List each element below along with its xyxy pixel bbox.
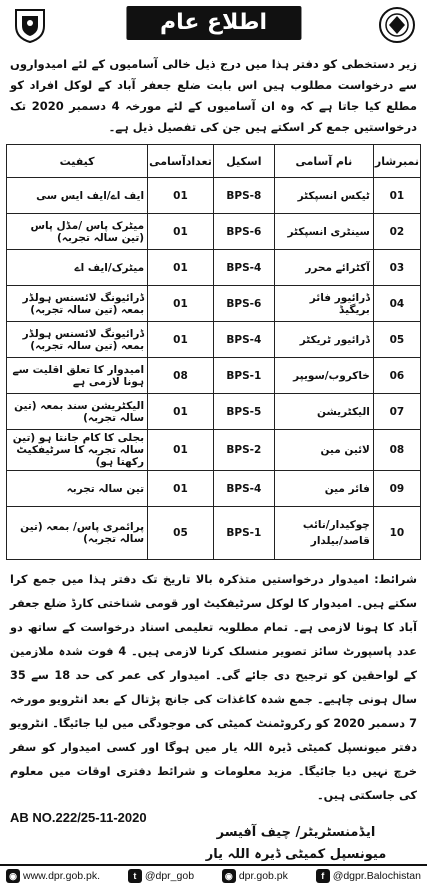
remarks-cell: ڈرائیونگ لائسنس ہولڈر بمعہ (تین سالہ تجربہ) [7,286,148,322]
remarks-cell: امیدوار کا تعلق اقلیت سے ہونا لازمی ہے [7,358,148,394]
remarks-cell: پرائمری پاس/ بمعہ (تین سالہ تجربہ) [7,507,148,560]
serial-cell: 01 [373,178,420,214]
count-cell: 08 [148,358,214,394]
count-cell: 01 [148,394,214,430]
globe-icon: ◉ [222,869,236,883]
serial-cell: 08 [373,430,420,471]
post-cell: لائین مین [274,430,373,471]
scale-cell: BPS-8 [213,178,274,214]
remarks-cell: میٹرک پاس /مڈل پاس (تین سالہ تجربہ) [7,214,148,250]
post-cell: سینٹری انسپکٹر [274,214,373,250]
footer [0,864,427,886]
scale-cell: BPS-4 [213,471,274,507]
table-row [7,286,421,322]
twitter-icon: t [128,869,142,883]
remarks-cell: بجلی کا کام جانتا ہو (تین سالہ تجربہ کا سرٹیفکیٹ رکھتا ہو) [7,430,148,471]
serial-cell: 06 [373,358,420,394]
count-cell: 01 [148,214,214,250]
footer-twitter[interactable] [128,869,194,883]
scale-cell: BPS-1 [213,507,274,560]
footer-website-2[interactable] [222,869,288,883]
scale-cell: BPS-6 [213,214,274,250]
scale-cell: BPS-2 [213,430,274,471]
count-cell: 01 [148,178,214,214]
signature-block [196,822,396,866]
ad-number: AB NO.222/25-11-2020 [10,810,147,825]
column-header-scale: اسکیل [213,145,274,178]
intro-paragraph: زیر دستخطی کو دفتر ہذا میں درج ذیل خالی آسامیوں کے لئے امیدواروں سے درخواست مطلوب ہیں اس بابت ضلع جعفر آباد کے لوکل افراد کو مطلع کیا جاتا ہے کہ وہ ان آسامیوں کے لئے مورخہ 4 دسمبر 2020 تک درخواستیں جمع کر اسکتے ہیں جن کی تفصیل ذیل ہے۔ [10,57,417,134]
table-header-row [7,145,421,178]
post-name: چوکیدار/نائب [302,519,370,531]
table-row [7,507,421,560]
serial-cell: 02 [373,214,420,250]
scale-cell: BPS-4 [213,250,274,286]
footer-facebook[interactable] [316,869,421,883]
facebook-handle: @dgpr.Balochistan [332,870,421,882]
count-cell: 01 [148,322,214,358]
count-cell: 01 [148,430,214,471]
remarks-cell: ایف اے/ایف ایس سی [7,178,148,214]
municipal-seal-logo [377,6,417,44]
website2-text: dpr.gob.pk [238,870,288,882]
table-row [7,214,421,250]
post-cell: آکٹرائے محرر [274,250,373,286]
scale-cell: BPS-1 [213,358,274,394]
government-emblem-logo [10,6,50,44]
post-cell [274,507,373,560]
table-row [7,250,421,286]
serial-cell: 05 [373,322,420,358]
column-header-post: نام آسامی [274,145,373,178]
column-header-serial: نمبرشار [373,145,420,178]
count-cell: 01 [148,471,214,507]
table-row [7,394,421,430]
signatory-title: ایڈمنسٹریٹر/ چیف آفیسر [216,825,376,840]
count-cell: 05 [148,507,214,560]
header [6,4,421,48]
post-cell: خاکروب/سویپر [274,358,373,394]
post-cell: فائر مین [274,471,373,507]
remarks-cell: تین سالہ تجربہ [7,471,148,507]
count-cell: 01 [148,286,214,322]
remarks-cell: میٹرک/ایف اے [7,250,148,286]
count-cell: 01 [148,250,214,286]
post-cell: ڈرائیور فائر بریگیڈ [274,286,373,322]
table-row [7,358,421,394]
post-cell: ٹیکس انسپکٹر [274,178,373,214]
conditions-paragraph: شرائط: امیدوار درخواستیں متذکرہ بالا تاریخ تک دفتر ہذا میں جمع کرا سکتے ہیں۔ امیدوار کا لوکل سرٹیفکیٹ اور قومی شناختی کارڈ ضلع جعفر آباد کا ہونا لازمی ہے۔ تمام مطلوبہ تعلیمی اسناد درخواست کے ساتھ دو عدد پاسپورٹ سائز تصویر منسلک کرنا لازمی ہیں۔ 4 فوت شدہ ملازمین کے لواحقین کو ترجیح دی جائے گی۔ امیدوار کی عمر کی حد 18 سے 35 سال ہونی چاہیے۔ جمع شدہ کاغذات کی جانچ پڑتال کے بعد انٹرویو مورخہ 7 دسمبر 2020 کو رکروٹمنٹ کمیٹی کی موجودگی میں لیا جائیگا۔ انٹرویو دفتر میونسپل کمیٹی ڈیرہ اللہ یار میں ہوگا اور کسی امیدوار کو سفر خرچ نہیں دیا جائیگا۔ مزید معلومات و شرائط دفتری اوقات میں معلوم کی جاسکتی ہیں۔ [10,573,417,802]
signatory-office: میونسپل کمیٹی ڈیرہ اللہ یار [205,847,387,862]
column-header-count: تعدادآسامی [148,145,214,178]
table-row [7,430,421,471]
column-header-remarks: کیفیت [7,145,148,178]
serial-cell: 07 [373,394,420,430]
post-cell: الیکٹریشن [274,394,373,430]
website-text: www.dpr.gob.pk. [23,870,101,882]
remarks-cell: ڈرائیونگ لائسنس ہولڈر بمعہ (تین سالہ تجربہ) [7,322,148,358]
remarks-cell: الیکٹریشن سند بمعہ (تین سالہ تجربہ) [7,394,148,430]
twitter-handle: @dpr_gob [144,870,195,882]
table-row [7,471,421,507]
footer-website[interactable] [6,869,100,883]
serial-cell: 04 [373,286,420,322]
serial-cell: 03 [373,250,420,286]
post-cell: ڈرائیور ٹریکٹر [274,322,373,358]
serial-cell: 10 [373,507,420,560]
globe-icon: ◉ [6,869,20,883]
table-row [7,178,421,214]
facebook-icon: f [316,869,330,883]
scale-cell: BPS-5 [213,394,274,430]
vacancies-table [6,144,421,560]
serial-cell: 09 [373,471,420,507]
table-row [7,322,421,358]
page-title: اطلاع عام [126,6,301,40]
scale-cell: BPS-6 [213,286,274,322]
post-name-continued: قاصد/بیلدار [310,535,370,547]
scale-cell: BPS-4 [213,322,274,358]
